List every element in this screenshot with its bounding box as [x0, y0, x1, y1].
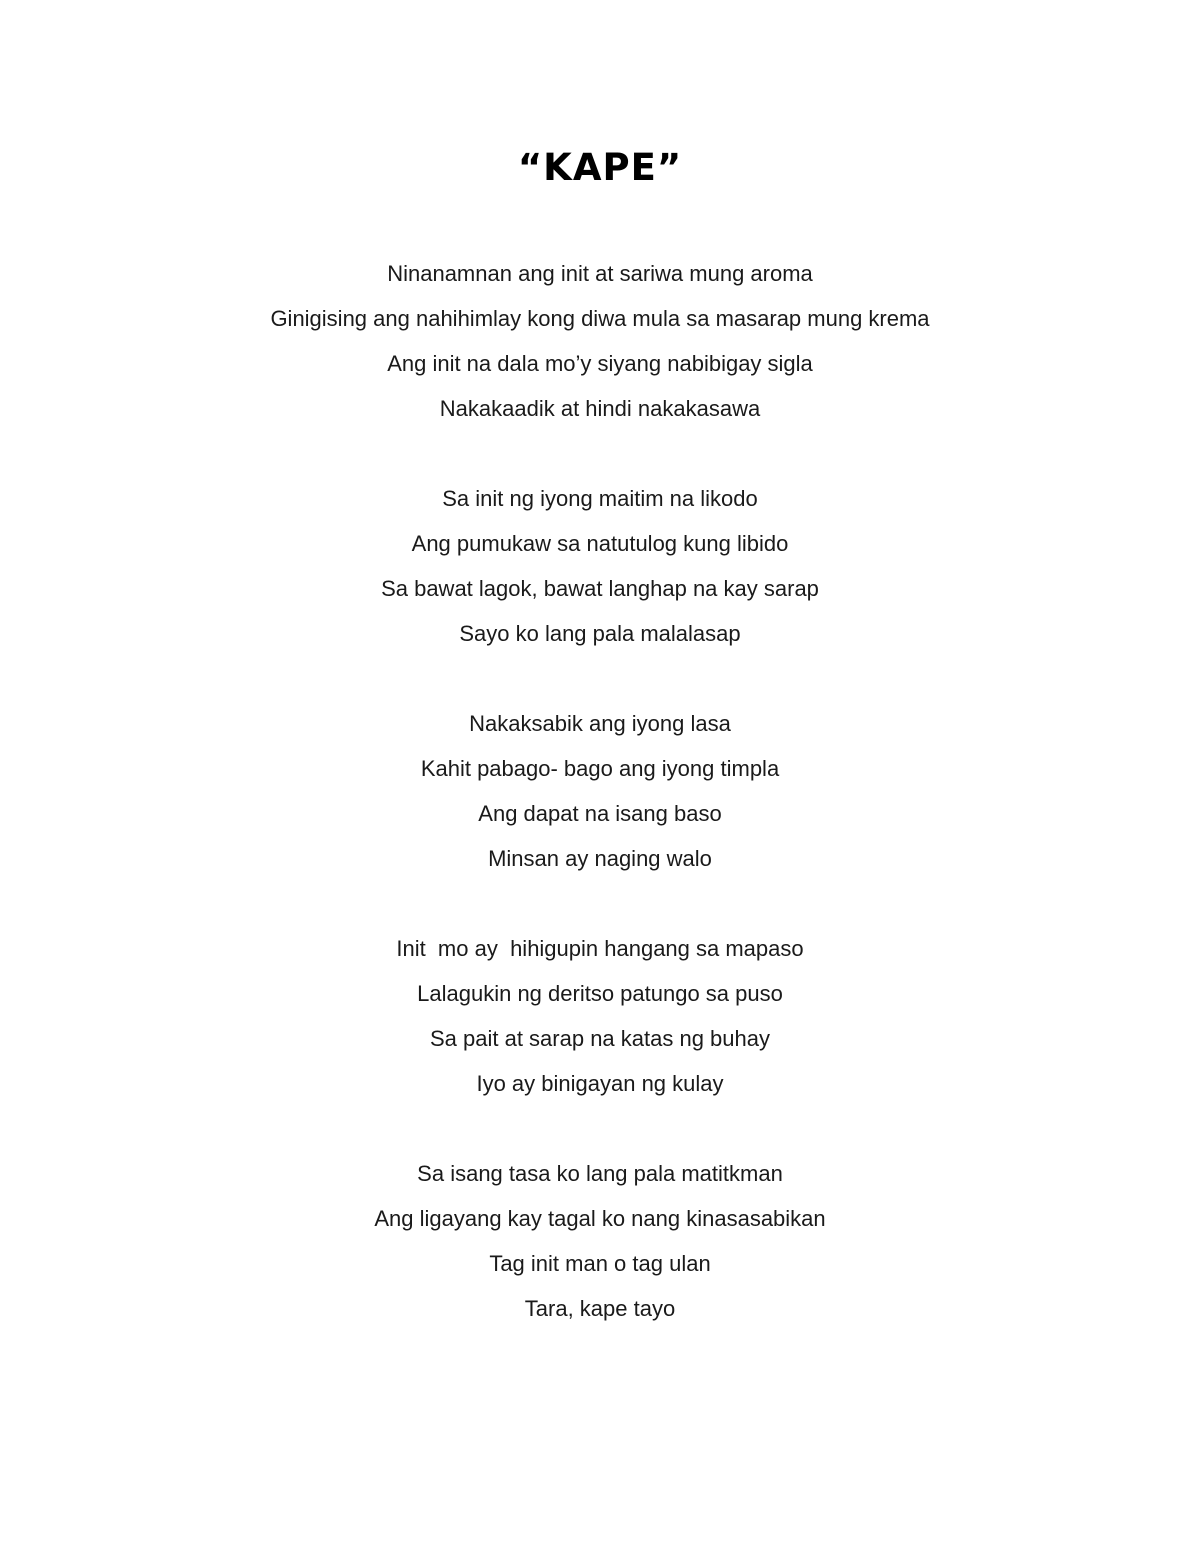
stanza-4 [0, 926, 1200, 1106]
poem-line: Tara, kape tayo [524, 1296, 676, 1321]
poem-line: Ninanamnan ang init at sariwa mung aroma [387, 261, 813, 286]
poem-line: Ang pumukaw sa natutulog kung libido [411, 531, 789, 556]
stanza-5 [0, 1151, 1200, 1331]
poem-line: Sa pait at sarap na katas ng buhay [429, 1026, 770, 1051]
poem-line: Kahit pabago- bago ang iyong timpla [420, 756, 780, 781]
poem-line: Sayo ko lang pala malalasap [459, 621, 741, 646]
poem-line: Sa bawat lagok, bawat langhap na kay sarap [381, 576, 819, 601]
poem-line: Nakaksabik ang iyong lasa [469, 711, 731, 736]
poem-line: Ang init na dala mo’y siyang nabibigay sigla [387, 351, 813, 376]
poem-line: Tag init man o tag ulan [489, 1251, 711, 1276]
poem-line: Sa init ng iyong maitim na likodo [442, 486, 758, 511]
poem-line: Ginigising ang nahihimlay kong diwa mula sa masarap mung krema [270, 306, 930, 331]
poem-line: Ang dapat na isang baso [478, 801, 722, 826]
poem-line: Iyo ay binigayan ng kulay [476, 1071, 724, 1096]
poem-line: Minsan ay naging walo [488, 846, 712, 871]
poem-line: Lalagukin ng deritso patungo sa puso [417, 981, 783, 1006]
poem-title: “KAPE” [517, 146, 683, 189]
poem-body [0, 251, 1200, 1376]
stanza-2 [0, 476, 1200, 656]
poem-line: Nakakaadik at hindi nakakasawa [439, 396, 761, 421]
poem-line: Sa isang tasa ko lang pala matitkman [417, 1161, 783, 1186]
stanza-1 [0, 251, 1200, 431]
stanza-3 [0, 701, 1200, 881]
poem-line: Ang ligayang kay tagal ko nang kinasasabikan [374, 1206, 826, 1231]
poem-line: Init mo ay hihigupin hangang sa mapaso [396, 936, 804, 961]
